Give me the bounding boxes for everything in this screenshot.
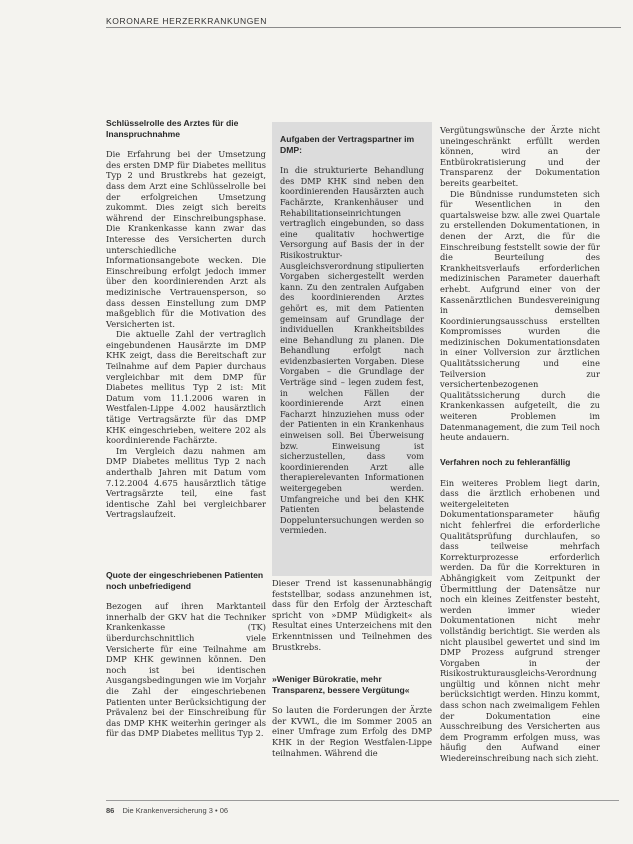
header-rule: [106, 27, 621, 28]
section-heading-role: Schlüsselrolle des Arztes für die Inanspruchnahme: [106, 118, 239, 139]
section-errors: [440, 457, 600, 764]
column-right: [440, 125, 600, 764]
section-demands: [272, 674, 432, 758]
page-number: 86: [106, 806, 115, 815]
column-left: [106, 118, 266, 739]
paragraph: Vergütungswünsche der Ärzte nicht uneingeschränkt erfüllt werden können, wird an der Entbürokratisierung und der Transparenz der Dokumentation bereits gearbeitet.: [440, 125, 600, 188]
footer: [106, 806, 228, 815]
section-quote: [106, 570, 266, 739]
paragraph: Bezogen auf ihren Marktanteil innerhalb der GKV hat die Techniker Krankenkasse (TK) überdurchschnittlich viele Versicherte für eine Teilnahme am DMP KHK gewinnen können. Den noch ist bei identischen Ausgangsbedingungen wie im Vorjahr die Zahl der eingeschriebenen Patienten unter Berücksichtigung der Prävalenz bei der Einschreibung für das DMP KHK weiterhin geringer als für das DMP Diabetes mellitus Typ 2.: [106, 601, 266, 739]
section-heading-quote: Quote der eingeschriebenen Patienten noch unbefriedigend: [106, 570, 264, 591]
journal-name: Die Krankenversicherung 3 • 06: [122, 806, 229, 815]
paragraph: Ein weiteres Problem liegt darin, dass die ärztlich erhobenen und weitergeleiteten Dokumentationsparameter häufig nicht fehlerfrei die erforderliche Qualitätsprüfung durchlaufen, so dass teilweise mehrfach Korrekturprozesse erforderlich werden. Da für die Korrekturen in Abhängigkeit vom Zeitpunkt der Übermittlung der Datensätze nur noch ein kleines Zeitfenster besteht, werden immer wieder Dokumentationen nicht mehr vollständig berichtigt. Sie werden als nicht plausibel gewertet und sind im DMP Prozess aufgrund strenger Vorgaben in der Risikostrukturausgleichs-Verordnung ungültig und können nicht mehr berücksichtigt werden. Hinzu kommt, dass schon nach zweimaligem Fehlen der Dokumentation eine Ausschreibung des Versicherten aus dem Programm erfolgen muss, was häufig den Aufwand einer Wiedereinschreibung nach sich zieht.: [440, 477, 600, 764]
footer-rule: [106, 800, 619, 801]
section-heading-errors: Verfahren noch zu fehleranfällig: [440, 457, 571, 467]
paragraph: So lauten die Forderungen der Ärzte der KVWL, die im Sommer 2005 an einer Umfrage zum Erfolg des DMP KHK in der Region Westfalen-Lippe teilnahmen. Während die: [272, 705, 432, 758]
box-paragraph: In die strukturierte Behandlung des DMP KHK sind neben den koordinierenden Hausärzten auch Fachärzte, Krankenhäuser und Rehabilitationseinrichtungen vertraglich eingebunden, so dass eine qualitativ hochwertige Versorgung auf Basis der in der Risikostruktur-Ausgleichsverordnung stipulierten Vorgaben sichergestellt werden kann. Zu den zentralen Aufgaben des koordinierenden Arztes gehört es, mit dem Patienten gemeinsam auf Grundlage der individuellen Krankheitsbildes eine Behandlung zu planen. Die Behandlung erfolgt nach evidenzbasierten Vorgaben. Diese Vorgaben – die Grundlage der Verträge sind – legen zudem fest, in welchen Fällen der koordinierende Arzt einen Facharzt hinzuziehen muss oder der Patienten in ein Krankenhaus einweisen soll. Bei Überweisung bzw. Einweisung ist sicherzustellen, dass vom koordinierenden Arzt alle therapierelevanten Informationen weitergegeben werden. Umfangreiche und bei den KHK Patienten belastende Doppeluntersuchungen werden so vermieden.: [280, 165, 424, 536]
paragraph: Die Bündnisse rundumsteten sich für Wesentlichen in den quartalsweise bzw. alle zwei Quartale zu erstellenden Dokumentationen, in denen der Arzt, die für die Einschreibung feststellt sowie der für die Beurteilung des Krankheitsverlaufs erforderlichen medizinischen Parameter dauerhaft erhebt. Aufgrund einer von der Kassenärztlichen Bundesvereinigung in demselben Koordinierungsausschuss erstellten Kompromisses wurden die medizinischen Dokumentationsdaten in einer Vollversion zur ärztlichen Qualitätssicherung und eine Teilversion zur versichertenbezogenen Qualitätssicherung durch die Krankenkassen aufgeteilt, die zu weiteren Problemen im Datenmanagement, die zum Teil noch heute andauern.: [440, 188, 600, 443]
section-trend: [272, 578, 432, 652]
paragraph: Dieser Trend ist kassenunabhängig feststellbar, sodass anzunehmen ist, dass für den Erfolg der Ärzteschaft spricht von »DMP Müdigkeit« als Resultat eines Unterzeichens mit den Erkenntnissen und Teilnehmen des Brustkrebs.: [272, 578, 432, 652]
box-heading: Aufgaben der Vertragspartner im DMP:: [280, 134, 415, 155]
info-box: [272, 122, 432, 576]
section-heading-demands: »Weniger Bürokratie, mehr Transparenz, bessere Vergütung«: [272, 674, 410, 695]
paragraph: Die aktuelle Zahl der vertraglich eingebundenen Hausärzte im DMP KHK zeigt, dass die Bereitschaft zur Teilnahme auf dem Papier durchaus vergleichbar mit dem DMP für Diabetes mellitus Typ 2 ist: Mit Datum vom 11.1.2006 waren in Westfalen-Lippe 4.002 hausärztlich tätige Vertragsärzte für das DMP KHK eingeschrieben, weitere 202 als koordinierende Fachärzte.: [106, 329, 266, 446]
running-head: KORONARE HERZERKRANKUNGEN: [106, 16, 267, 26]
paragraph: Im Vergleich dazu nahmen am DMP Diabetes mellitus Typ 2 nach anderthalb Jahren mit Datum vom 7.12.2004 4.675 hausärztlich tätige Vertragsärzte teil, eine fast identische Zahl bei vergleichbarer Vertragslaufzeit.: [106, 445, 266, 520]
paragraph: Die Erfahrung bei der Umsetzung des ersten DMP für Diabetes mellitus Typ 2 und Brustkrebs hat gezeigt, dass dem Arzt eine Schlüsselrolle bei der erfolgreichen Umsetzung zukommt. Dies zeigt sich bereits während der Einschreibungsphase. Die Krankenkasse kann zwar das Interesse des Versicherten durch unterschiedliche Informationsangebote wecken. Die Einschreibung erfolgt jedoch immer über den koordinierenden Arzt als medizinische Vertrauensperson, so dass dessen Einstellung zum DMP maßgeblich für die Motivation des Versicherten ist.: [106, 149, 266, 329]
